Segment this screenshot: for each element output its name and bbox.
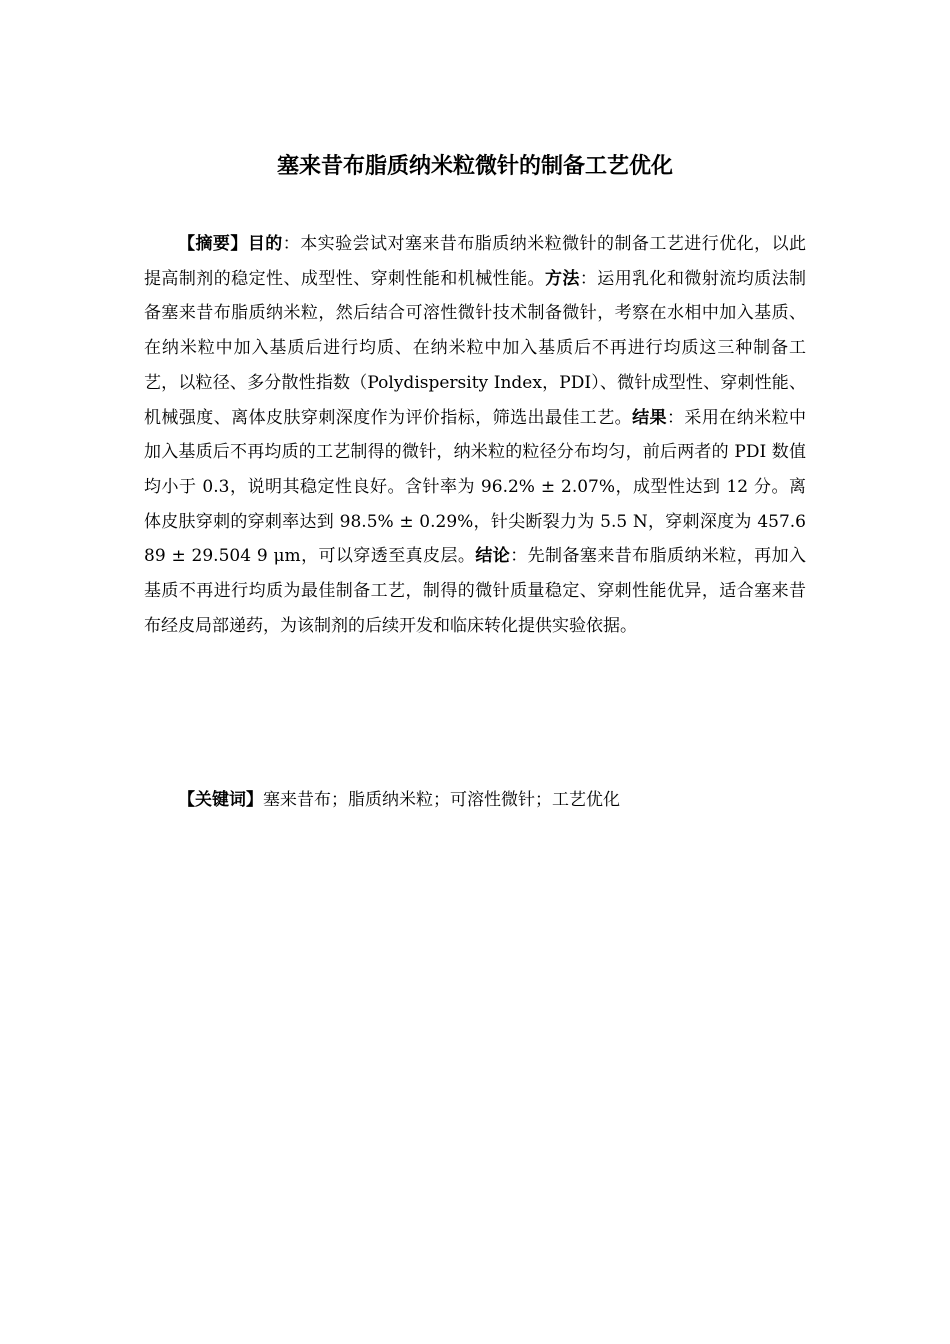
objective-label: 目的 <box>247 234 283 254</box>
paper-title: 塞来昔布脂质纳米粒微针的制备工艺优化 <box>276 154 673 179</box>
abstract-paragraph <box>144 227 806 643</box>
keywords-label: 【关键词】 <box>178 790 263 810</box>
conclusion-label: 结论 <box>475 546 511 567</box>
objective-text: ：本实验尝试对塞来昔布脂质纳米粒微针的制备工艺进行优化，以此提高制剂的稳定性、成型性、穿刺性能和机械性能。 <box>144 234 807 289</box>
conclusion-text: ：先制备塞来昔布脂质纳米粒，再加入基质不再进行均质为最佳制备工艺，制得的微针质量稳定、穿刺性能优异，适合塞来昔布经皮局部递药，为该制剂的后续开发和临床转化提供实验依据。 <box>144 546 807 636</box>
keywords-text: 塞来昔布；脂质纳米粒；可溶性微针；工艺优化 <box>263 790 620 810</box>
abstract-header-label: 【摘要】 <box>178 234 248 254</box>
result-label: 结果 <box>632 407 667 428</box>
method-text: ：运用乳化和微射流均质法制备塞来昔布脂质纳米粒，然后结合可溶性微针技术制备微针，考察在水相中加入基质、在纳米粒中加入基质后进行均质、在纳米粒中加入基质后不再进行均质这三种制备工艺，以粒径、多分散性指数（Polydispersity Index，PDI）、微针成型性、穿刺性能、机械强度、离体皮肤穿刺深度作为评价指标，筛选出最佳工艺。 <box>144 268 807 428</box>
result-text: ：采用在纳米粒中加入基质后不再均质的工艺制得的微针，纳米粒的粒径分布均匀，前后两者的 PDI 数值均小于 0.3，说明其稳定性良好。含针率为 96.2% ± 2.07%，成型性达到 12 分。离体皮肤穿刺的穿刺率达到 98.5% ± 0.29%，针尖断裂力为 5.5 N，穿刺深度为 457.689 ± 29.504 9 μm，可以穿透至真皮层。 <box>144 407 807 567</box>
method-label: 方法 <box>544 268 580 289</box>
keywords-line <box>144 783 806 817</box>
